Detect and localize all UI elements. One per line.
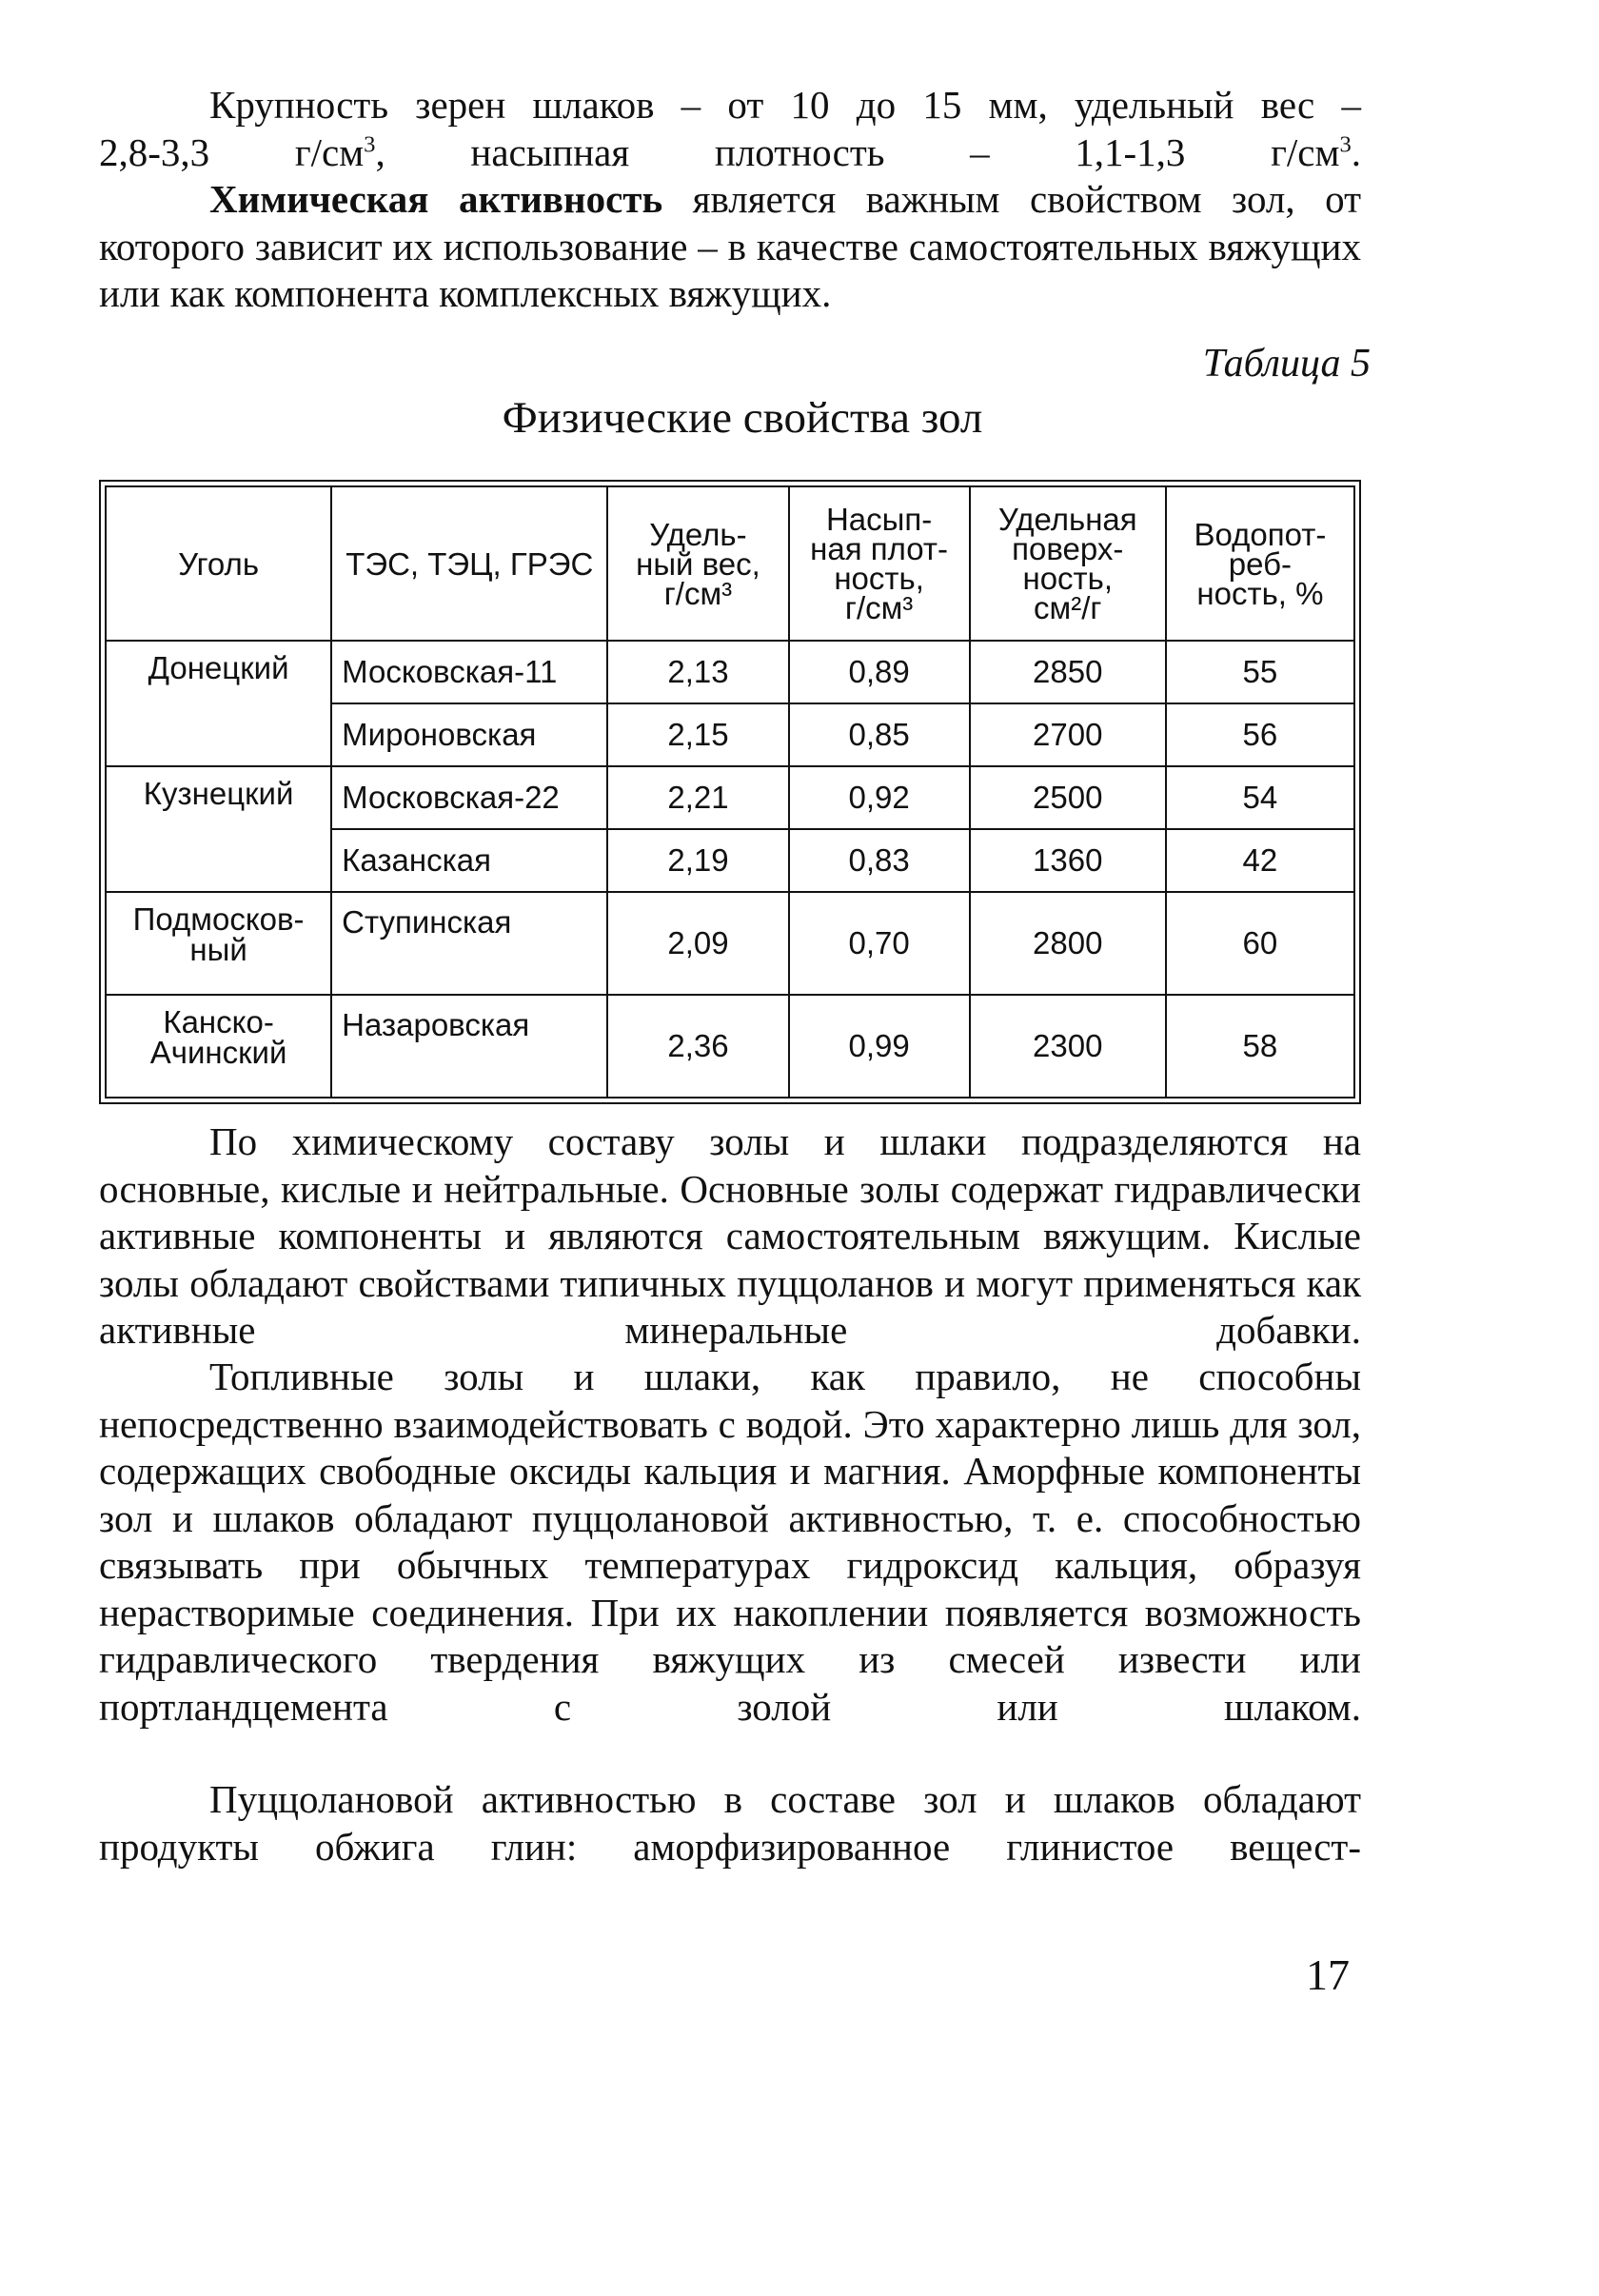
weight-cell: 2,21 (607, 766, 788, 829)
surface-cell: 2500 (970, 766, 1166, 829)
water-cell: 42 (1166, 829, 1354, 892)
density-cell: 0,85 (789, 703, 970, 766)
station-cell: Московская-11 (331, 641, 607, 703)
table-row (106, 892, 1354, 995)
intro-line-1: Крупность зерен шлаков – от 10 до 15 мм, удельный вес – (209, 83, 1361, 127)
pozzolanic-activity-paragraph: Пуццолановой активностью в составе зол и шлаков обладают продукты обжига глин: аморфизированное глинистое вещест- (99, 1777, 1361, 1869)
weight-cell: 2,19 (607, 829, 788, 892)
water-cell: 56 (1166, 703, 1354, 766)
fuel-ash-paragraph: Топливные золы и шлаки, как правило, не способны непосредственно взаимодействовать с водой. Это характерно лишь для зол, содержащих свободные оксиды кальция и магния. Аморфные компоненты зол и шлаков обладают пуццолановой активностью, т. е. способностью связывать при обычных температурах гидроксид кальция, образуя нерастворимые соединения. При их накоплении появляется возможность гидравлического твердения вяжущих из смесей извести или портландцемента с золой или шлаком. (99, 1355, 1361, 1729)
station-cell: Мироновская (331, 703, 607, 766)
page-number: 17 (1306, 1950, 1350, 1999)
surface-cell: 2800 (970, 892, 1166, 995)
intro-line-2a: 2,8-3,3 г/см (99, 129, 365, 174)
coal-cell: Подмосков- ный (106, 892, 331, 995)
superscript: 3 (1339, 130, 1352, 157)
intro-line-2b: , насыпная плотность – 1,1-1,3 г/см (375, 129, 1340, 174)
water-cell: 55 (1166, 641, 1354, 703)
station-cell: Ступинская (331, 892, 607, 995)
properties-table-frame (99, 480, 1361, 1104)
weight-cell: 2,15 (607, 703, 788, 766)
table-row (106, 766, 1354, 829)
station-cell: Назаровская (331, 995, 607, 1098)
surface-cell: 2850 (970, 641, 1166, 703)
table-row (106, 641, 1354, 703)
surface-cell: 2300 (970, 995, 1166, 1098)
table-label: Таблица 5 (1202, 342, 1371, 386)
header-specific-surface: Удельная поверх- ность, см²/г (970, 486, 1166, 641)
properties-table (105, 485, 1355, 1099)
coal-cell: Кузнецкий (106, 766, 331, 892)
weight-cell: 2,36 (607, 995, 788, 1098)
coal-cell: Донецкий (106, 641, 331, 766)
weight-cell: 2,09 (607, 892, 788, 995)
chemical-activity-term: Химическая активность (209, 177, 663, 221)
water-cell: 60 (1166, 892, 1354, 995)
density-cell: 0,92 (789, 766, 970, 829)
chemical-composition-paragraph: По химическому составу золы и шлаки подразделяются на основные, кислые и нейтральные. Основные золы содержат гидравлически активные компоненты и являются самостоятельным вяжущим. Кислые золы обладают свойствами типичных пуццоланов и могут применяться как активные минеральные добавки. (99, 1119, 1361, 1352)
superscript: 3 (364, 130, 376, 157)
intro-line-2c: . (1351, 129, 1361, 174)
header-coal: Уголь (106, 486, 331, 641)
header-bulk-density: Насып- ная плот- ность, г/см³ (789, 486, 970, 641)
header-specific-weight: Удель- ный вес, г/см³ (607, 486, 788, 641)
density-cell: 0,99 (789, 995, 970, 1098)
surface-cell: 2700 (970, 703, 1166, 766)
table-title: Физические свойства зол (502, 393, 983, 443)
density-cell: 0,70 (789, 892, 970, 995)
water-cell: 54 (1166, 766, 1354, 829)
chemical-activity-text: является важным свойством зол, от которого зависит их использование – в качестве самостоятельных вяжущих или как компонента комплексных вяжущих. (99, 177, 1361, 315)
header-station: ТЭС, ТЭЦ, ГРЭС (331, 486, 607, 641)
weight-cell: 2,13 (607, 641, 788, 703)
station-cell: Казанская (331, 829, 607, 892)
header-water-demand: Водопот- реб- ность, % (1166, 486, 1354, 641)
table-row (106, 995, 1354, 1098)
chemical-activity-paragraph (99, 176, 1361, 318)
table-header-row (106, 486, 1354, 641)
density-cell: 0,89 (789, 641, 970, 703)
density-cell: 0,83 (789, 829, 970, 892)
intro-paragraph (99, 82, 1361, 176)
water-cell: 58 (1166, 995, 1354, 1098)
coal-cell: Канско- Ачинский (106, 995, 331, 1098)
station-cell: Московская-22 (331, 766, 607, 829)
surface-cell: 1360 (970, 829, 1166, 892)
